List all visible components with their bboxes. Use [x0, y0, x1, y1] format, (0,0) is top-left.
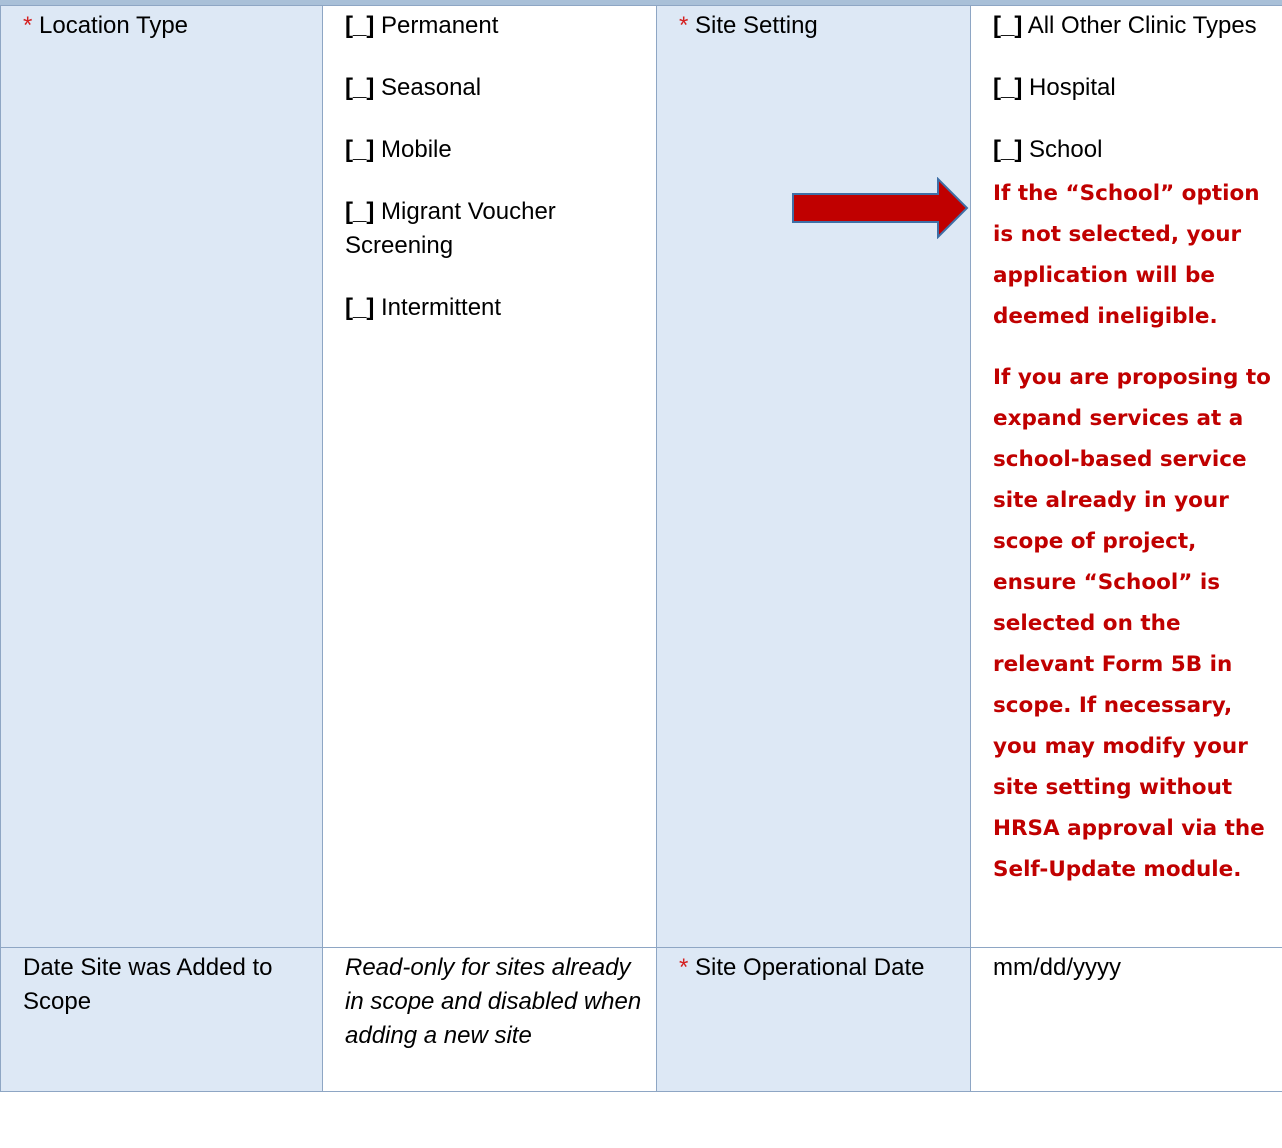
option-seasonal[interactable] [345, 71, 646, 105]
site-setting-options-cell [971, 6, 1282, 948]
checkbox[interactable]: [_] [345, 198, 375, 225]
table-row [1, 6, 1282, 948]
date-added-readonly-note: Read-only for sites already in scope and disabled when adding a new site [345, 954, 642, 1049]
ineligibility-warning: If the “School” option is not selected, your application will be deemed ineligible. [993, 181, 1260, 329]
checkbox[interactable]: [_] [993, 12, 1023, 39]
option-label: Mobile [381, 136, 452, 163]
checkbox[interactable]: [_] [993, 136, 1023, 163]
operational-date-value-cell[interactable] [971, 948, 1282, 1092]
arrow-right-icon [790, 177, 970, 239]
date-added-value-cell [323, 948, 657, 1092]
location-type-label: Location Type [39, 12, 189, 39]
option-permanent[interactable] [345, 9, 646, 43]
option-migrant-voucher-screening[interactable] [345, 195, 646, 263]
option-label: Migrant Voucher Screening [345, 198, 556, 259]
required-marker: * [679, 12, 689, 39]
site-form-table [0, 5, 1282, 1092]
date-added-label-cell [1, 948, 323, 1092]
checkbox[interactable]: [_] [345, 294, 375, 321]
date-added-label: Date Site was Added to Scope [23, 954, 273, 1015]
checkbox[interactable]: [_] [345, 74, 375, 101]
required-marker: * [23, 12, 33, 39]
option-label: Intermittent [381, 294, 502, 321]
required-marker: * [679, 954, 689, 981]
option-label: Seasonal [381, 74, 482, 101]
checkbox[interactable]: [_] [993, 74, 1023, 101]
location-type-options-cell [323, 6, 657, 948]
operational-date-label: Site Operational Date [695, 954, 925, 981]
option-hospital[interactable] [993, 71, 1273, 105]
checkbox[interactable]: [_] [345, 136, 375, 163]
option-intermittent[interactable] [345, 291, 646, 325]
operational-date-field[interactable]: mm/dd/yyyy [993, 954, 1122, 981]
location-type-label-cell [1, 6, 323, 948]
site-setting-label: Site Setting [695, 12, 818, 39]
option-label: Hospital [1029, 74, 1116, 101]
expansion-guidance-warning: If you are proposing to expand services at a school-based service site already in your scope of project, ensure “School” is selected on the relevant Form 5B in scope. If necessary, you may modify your site setting without HRSA approval via the Self-Update module. [993, 365, 1271, 882]
option-label: Permanent [381, 12, 499, 39]
operational-date-label-cell [657, 948, 971, 1092]
option-all-other-clinic-types[interactable] [993, 9, 1273, 43]
option-mobile[interactable] [345, 133, 646, 167]
checkbox[interactable]: [_] [345, 12, 375, 39]
site-setting-label-cell [657, 6, 971, 948]
table-row [1, 948, 1282, 1092]
option-school[interactable] [993, 133, 1273, 167]
option-label: All Other Clinic Types [1027, 12, 1257, 39]
option-label: School [1029, 136, 1103, 163]
